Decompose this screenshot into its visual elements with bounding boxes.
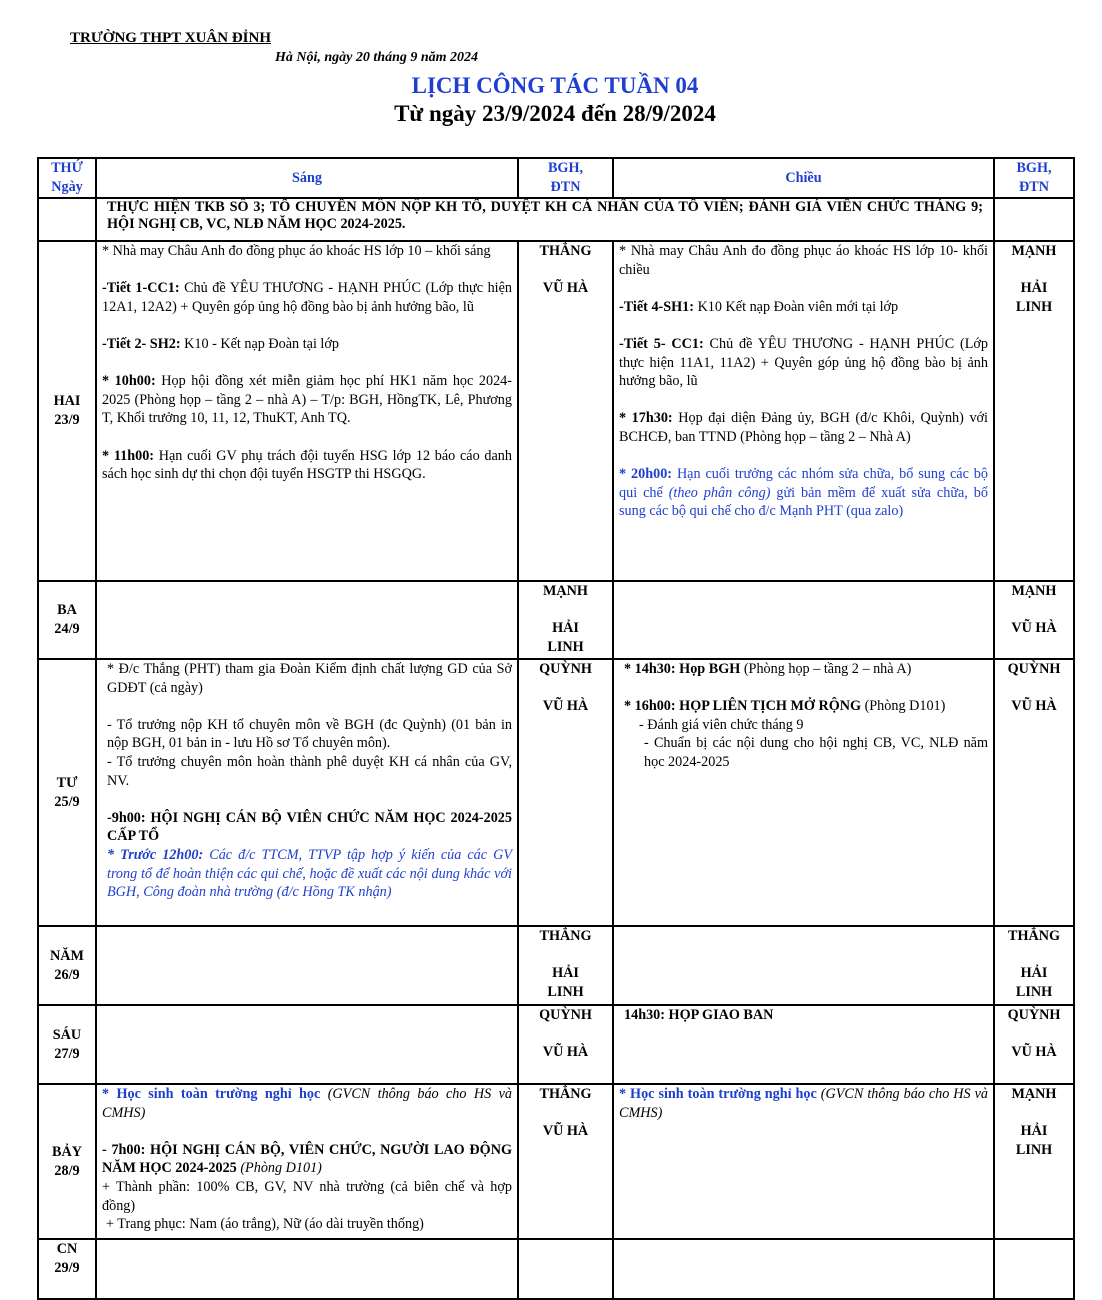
wednesday-pm-staff: QUỲNH VŨ HÀ [994,659,1074,926]
sunday-pm-staff [994,1239,1074,1299]
friday-am-staff: QUỲNH VŨ HÀ [518,1005,613,1084]
day-label: HAI 23/9 [38,241,96,581]
thursday-am-staff: THẮNG HẢI LINH [518,926,613,1005]
header-row [38,158,1074,198]
monday-pm-staff: MẠNH HẢI LINH [994,241,1074,581]
tuesday-afternoon [613,581,994,659]
banner-row [38,198,1074,241]
schedule-table [37,157,1075,1300]
page-subtitle: Từ ngày 23/9/2024 đến 28/9/2024 [394,101,716,126]
row-friday [38,1005,1074,1084]
week-banner: THỰC HIỆN TKB SỐ 3; TỔ CHUYÊN MÔN NỘP KH TỔ, DUYỆT KH CÁ NHÂN CỦA TỔ VIÊN; ĐÁNH GIÁ VIÊN CHỨC THÁNG 9; HỘI NGHỊ CB, VC, NLĐ NĂM HỌC 2024-2025. [96,198,994,241]
wednesday-morning: * Đ/c Thắng (PHT) tham gia Đoàn Kiểm định chất lượng GD của Sở GDĐT (cả ngày) - Tổ trưởng nộp KH tổ chuyên môn về BGH (đc Quỳnh) (01 bản in nộp BGH, 01 bản in - lưu Hồ sơ Tổ chuyên môn). - Tổ trưởng chuyên môn hoàn thành phê duyệt KH cá nhân của GV, NV. -9h00: HỘI NGHỊ CÁN BỘ VIÊN CHỨC NĂM HỌC 2024-2025 CẤP TỔ * Trước 12h00: Các đ/c TTCM, TTVP tập hợp ý kiến của các GV trong tổ để hoàn thiện các qui chế, hoặc đề xuất các nội dung khác với BGH, Công đoàn nhà trường (đ/c Hồng TK nhận) [96,659,518,926]
saturday-pm-staff: MẠNH HẢI LINH [994,1084,1074,1239]
row-monday [38,241,1074,581]
saturday-afternoon: * Học sinh toàn trường nghỉ học (GVCN thông báo cho HS và CMHS) [613,1084,994,1239]
wednesday-am-staff: QUỲNH VŨ HÀ [518,659,613,926]
friday-afternoon: 14h30: HỌP GIAO BAN [613,1005,994,1084]
friday-pm-staff: QUỲNH VŨ HÀ [994,1005,1074,1084]
thursday-afternoon [613,926,994,1005]
saturday-morning: * Học sinh toàn trường nghỉ học (GVCN thông báo cho HS và CMHS) - 7h00: HỘI NGHỊ CÁN BỘ, VIÊN CHỨC, NGƯỜI LAO ĐỘNG NĂM HỌC 2024-2025 (Phòng D101) + Thành phần: 100% CB, GV, NV nhà trường (cả biên chế và hợp đồng) + Trang phục: Nam (áo trắng), Nữ (áo dài truyền thống) [96,1084,518,1239]
row-thursday [38,926,1074,1005]
friday-morning [96,1005,518,1084]
thursday-pm-staff: THẮNG HẢI LINH [994,926,1074,1005]
col-bgh-pm: BGH, ĐTN [994,158,1074,198]
tuesday-morning [96,581,518,659]
col-afternoon: Chiều [613,158,994,198]
school-name: TRƯỜNG THPT XUÂN ĐỈNH [70,30,271,46]
day-label: NĂM 26/9 [38,926,96,1005]
col-morning: Sáng [96,158,518,198]
wednesday-afternoon: * 14h30: Họp BGH (Phòng họp – tầng 2 – nhà A) * 16h00: HỌP LIÊN TỊCH MỞ RỘNG (Phòng D101) - Đánh giá viên chức tháng 9 - Chuẩn bị các nội dung cho hội nghị CB, VC, NLĐ năm học 2024-2025 [613,659,994,926]
sunday-morning [96,1239,518,1299]
thursday-morning [96,926,518,1005]
row-wednesday [38,659,1074,926]
monday-afternoon: * Nhà may Châu Anh đo đồng phục áo khoác HS lớp 10- khối chiều -Tiết 4-SH1: K10 Kết nạp Đoàn viên mới tại lớp -Tiết 5- CC1: Chủ đề YÊU THƯƠNG - HẠNH PHÚC (Lớp thực hiện 11A1, 11A2) + Quyên góp ủng hộ đồng bào bị ảnh hưởng bão, lũ * 17h30: Họp đại diện Đảng ủy, BGH (đ/c Khôi, Quỳnh) với BCHCĐ, ban TTND (Phòng họp – tầng 2 – Nhà A) * 20h00: Hạn cuối trưởng các nhóm sửa chữa, bổ sung các bộ qui chế (theo phân công) gửi bản mềm để xuất sửa chữa, bổ sung các bộ qui chế cho đ/c Mạnh PHT (qua zalo) [613,241,994,581]
tuesday-am-staff: MẠNH HẢI LINH [518,581,613,659]
row-sunday [38,1239,1074,1299]
monday-am-staff: THẮNG VŨ HÀ [518,241,613,581]
row-saturday [38,1084,1074,1239]
row-tuesday [38,581,1074,659]
day-label: CN 29/9 [38,1239,96,1299]
col-day: THỨ Ngày [38,158,96,198]
day-label: BẢY 28/9 [38,1084,96,1239]
tuesday-pm-staff: MẠNH VŨ HÀ [994,581,1074,659]
day-label: BA 24/9 [38,581,96,659]
monday-morning: * Nhà may Châu Anh đo đồng phục áo khoác HS lớp 10 – khối sáng -Tiết 1-CC1: Chủ đề YÊU THƯƠNG - HẠNH PHÚC (Lớp thực hiện 12A1, 12A2) + Quyên góp ủng hộ đồng bào bị ảnh hưởng bão, lũ -Tiết 2- SH2: K10 - Kết nạp Đoàn tại lớp * 10h00: Họp hội đồng xét miễn giảm học phí HK1 năm học 2024-2025 (Phòng họp – tầng 2 – nhà A) – T/p: BGH, HồngTK, Lê, Phương T, Khối trưởng 10, 11, 12, ThuKT, Anh TQ. * 11h00: Hạn cuối GV phụ trách đội tuyển HSG lớp 12 báo cáo danh sách học sinh dự thi chọn đội tuyển HSGTP thi HSGQG. [96,241,518,581]
col-bgh-am: BGH, ĐTN [518,158,613,198]
day-label: SÁU 27/9 [38,1005,96,1084]
dateline: Hà Nội, ngày 20 tháng 9 năm 2024 [275,50,479,65]
sunday-am-staff [518,1239,613,1299]
day-label: TƯ 25/9 [38,659,96,926]
saturday-am-staff: THẮNG VŨ HÀ [518,1084,613,1239]
sunday-afternoon [613,1239,994,1299]
page-title: LỊCH CÔNG TÁC TUẦN 04 [411,73,699,98]
